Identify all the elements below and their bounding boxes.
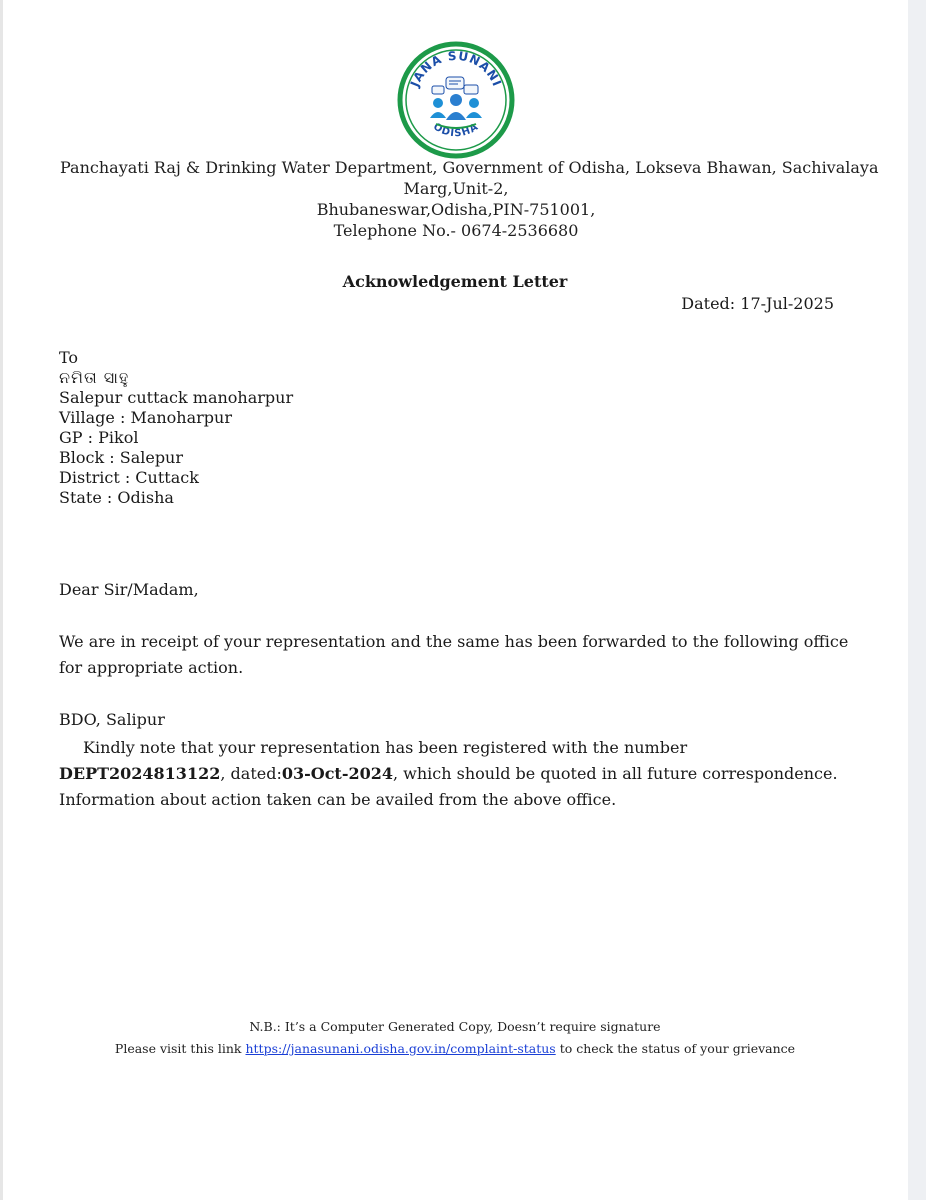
para2-comma: ,	[220, 764, 226, 783]
footer-visit	[0, 1041, 910, 1056]
header-line-1: Panchayati Raj & Drinking Water Department, Government of Odisha, Lokseva Bhawan, Sachivalaya	[60, 158, 879, 177]
address-gp: GP : Pikol	[59, 428, 139, 447]
body-paragraph-1: We are in receipt of your representation and the same has been forwarded to the following office for appropriate action.	[59, 632, 849, 677]
address-to: To	[59, 348, 79, 367]
recipient-name: ନମିତା ସାହୁ	[59, 368, 130, 387]
letter-date: Dated: 17-Jul-2025	[681, 294, 834, 313]
registration-date: 03-Oct-2024	[281, 764, 393, 783]
address-block: Block : Salepur	[59, 448, 184, 467]
recipient-address	[59, 348, 293, 508]
salutation: Dear Sir/Madam,	[59, 580, 199, 599]
para2-suffix: , which should be quoted in all future correspondence. Information about action taken can be availed from the above office.	[59, 764, 838, 809]
address-village: Village : Manoharpur	[59, 408, 232, 427]
footer-visit-suffix: to check the status of your grievance	[559, 1041, 796, 1056]
viewer-background-strip	[908, 0, 926, 1200]
forwarded-office: BDO, Salipur	[59, 710, 165, 729]
header-line-4: Telephone No.- 0674-2536680	[333, 221, 579, 240]
header-line-2: Marg,Unit-2,	[403, 179, 509, 198]
para2-prefix: Kindly note that your representation has been registered with the number	[83, 738, 688, 757]
registration-number: DEPT2024813122	[59, 764, 221, 783]
jana-sunani-logo	[396, 40, 516, 160]
complaint-status-link[interactable]: https://janasunani.odisha.gov.in/complaint-status	[245, 1041, 556, 1056]
address-line: Salepur cuttack manoharpur	[59, 388, 294, 407]
footer-note: N.B.: It’s a Computer Generated Copy, Doesn’t require signature	[249, 1019, 661, 1034]
header-line-3: Bhubaneswar,Odisha,PIN-751001,	[316, 200, 596, 219]
address-state: State : Odisha	[59, 488, 174, 507]
logo-bottom-text: ODISHA	[431, 121, 481, 140]
body-paragraph-2	[59, 735, 849, 813]
letter-title: Acknowledgement Letter	[342, 272, 568, 291]
address-district: District : Cuttack	[59, 468, 199, 487]
logo-top-text: JANA SUNANI	[407, 48, 505, 89]
department-header	[60, 157, 879, 241]
dated-prefix: dated:	[230, 764, 282, 783]
footer-visit-prefix: Please visit this link	[114, 1041, 242, 1056]
